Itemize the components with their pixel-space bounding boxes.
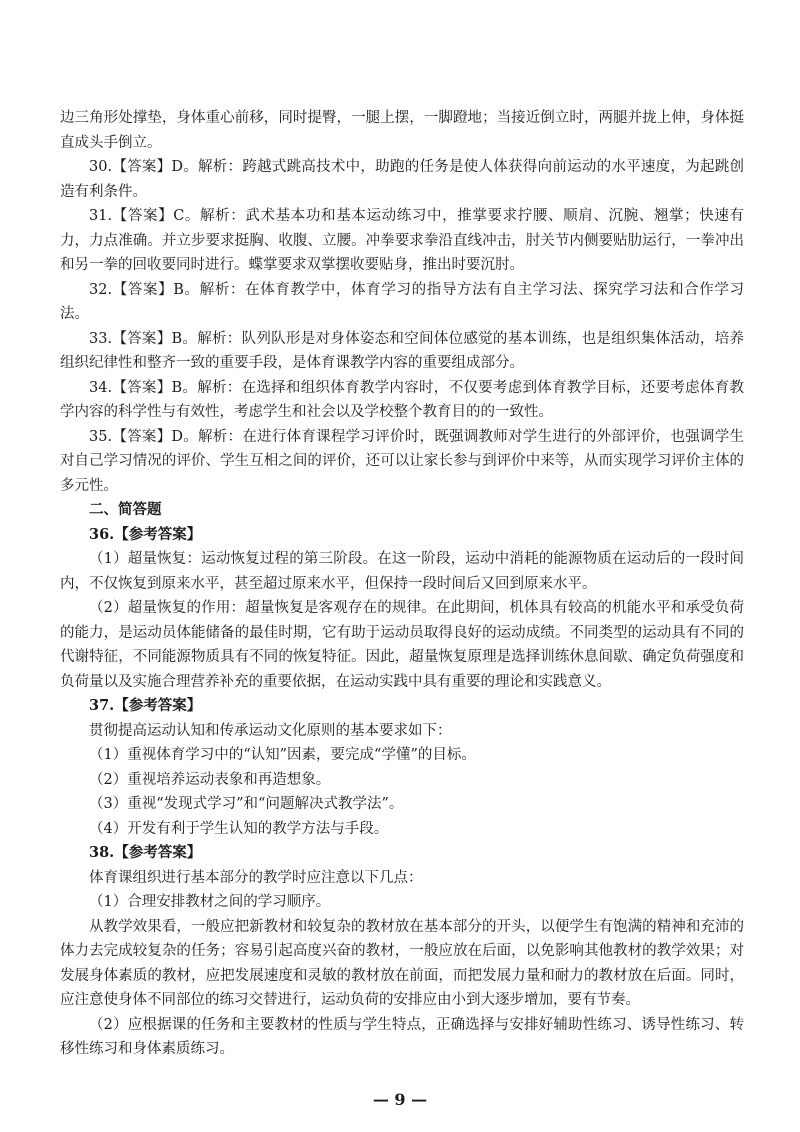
answer-38-point-1: （1）合理安排教材之间的学习顺序。 [89,894,331,910]
answer-31: 31.【答案】C。解析：武术基本功和基本运动练习中，推掌要求拧腰、顺肩、沉腕、翘掌；快速有力，力点准确。并立步要求挺胸、收腹、立腰。冲拳要求拳沿直线冲击，肘关节内侧要贴肋运行，一拳冲出和另一拳的回收要同时进行。蝶掌要求双掌摆收要贴身，推出时要沉肘。 [60,208,744,273]
document-page [60,106,744,1062]
section-heading-short-answer: 二、简答题 [89,501,162,518]
answer-35: 35.【答案】D。解析：在进行体育课程学习评价时，既强调教师对学生进行的外部评价，也强调学生对自己学习情况的评价、学生互相之间的评价，还可以让家长参与到评价中来等，从而实现学习评价主体的多元性。 [60,428,744,494]
answer-38-intro: 体育课组织进行基本部分的教学时应注意以下几点： [89,869,423,886]
answer-38-title: 38.【参考答案】 [89,844,202,861]
page-number: — 9 — [372,1090,428,1109]
answer-36-title: 36.【参考答案】 [89,525,202,543]
paragraph-continuation: 边三角形处撑垫，身体重心前移，同时提臀，一腿上摆，一脚蹬地；当接近倒立时，两腿并拢上伸，身体挺直成头手倒立。 [60,110,744,151]
answer-30: 30.【答案】D。解析：跨越式跳高技术中，助跑的任务是使人体获得向前运动的水平速度，为起跳创造有利条件。 [60,159,744,200]
answer-37-point-4: （4）开发有利于学生认知的教学方法与手段。 [89,820,389,837]
answer-38-point-2: （2）应根据课的任务和主要教材的性质与学生特点，正确选择与安排好辅助性练习、诱导性练习、转移性练习和身体素质练习。 [60,1016,744,1057]
answer-37-point-1: （1）重视体育学习中的“认知”因素，要完成“学懂”的目标。 [89,747,476,763]
answer-37-point-2: （2）重视培养运动表象和再造想象。 [89,771,331,788]
answer-32: 32.【答案】B。解析：在体育教学中，体育学习的指导方法有自主学习法、探究学习法和合作学习法。 [60,281,744,322]
answer-37-intro: 贯彻提高运动认知和传承运动文化原则的基本要求如下： [89,722,452,739]
answer-36-point-1: （1）超量恢复：运动恢复过程的第三阶段。在这一阶段，运动中消耗的能源物质在运动后的一段时间内，不仅恢复到原来水平，甚至超过原来水平，但保持一段时间后又回到原来水平。 [60,551,744,592]
answer-33: 33.【答案】B。解析：队列队形是对身体姿态和空间体位感觉的基本训练，也是组织集体活动，培养组织纪律性和整齐一致的重要手段，是体育课教学内容的重要组成部分。 [60,330,744,371]
answer-37-point-3: （3）重视“发现式学习”和“问题解决式教学法”。 [89,796,404,812]
answer-34: 34.【答案】B。解析：在选择和组织体育教学内容时，不仅要考虑到体育教学目标，还要考虑体育教学内容的科学性与有效性，考虑学生和社会以及学校整个教育目的的一致性。 [60,379,744,420]
answer-38-point-1-detail: 从教学效果看，一般应把新教材和较复杂的教材放在基本部分的开头，以便学生有饱满的精神和充沛的体力去完成较复杂的任务；容易引起高度兴奋的教材，一般应放在后面，以免影响其他教材的教学效果；对发展身体素质的教材，应把发展速度和灵敏的教材放在前面，而把发展力量和耐力的教材放在后面。同时，应注意使身体不同部位的练习交替进行，运动负荷的安排应由小到大逐步增加，要有节奏。 [60,918,744,1008]
answer-36-point-2: （2）超量恢复的作用：超量恢复是客观存在的规律。在此期间，机体具有较高的机能水平和承受负荷的能力，是运动员体能储备的最佳时期，它有助于运动员取得良好的运动成绩。不同类型的运动具有不同的代谢特征，不同能源物质具有不同的恢复特征。因此，超量恢复原理是选择训练休息间歇、确定负荷强度和负荷量以及实施合理营养补充的重要依据，在运动实践中具有重要的理论和实践意义。 [60,600,744,690]
answer-37-title: 37.【参考答案】 [89,697,202,714]
